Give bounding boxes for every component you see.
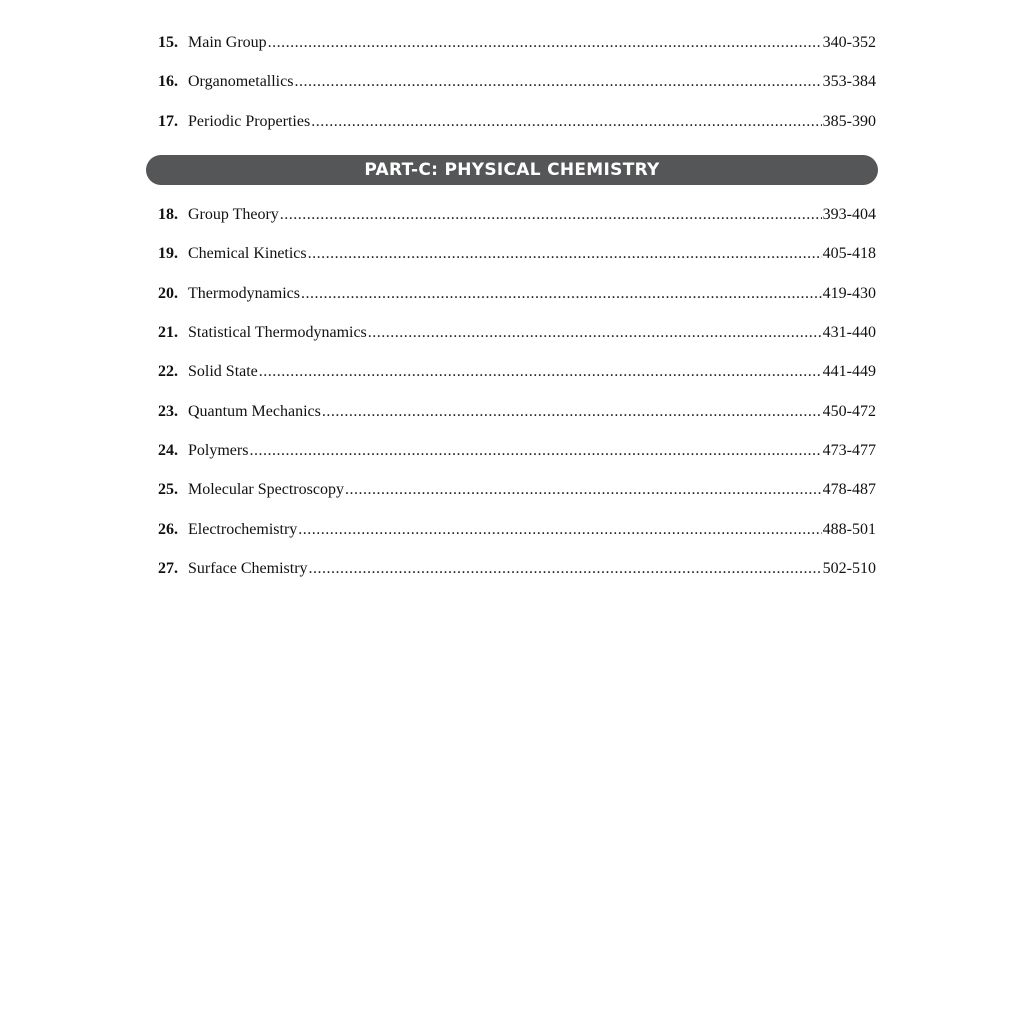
dot-leader [294,70,821,94]
section-header-bar [146,155,878,185]
dot-leader [280,203,822,227]
entry-pages: 441-449 [822,363,876,380]
toc-entry [158,478,876,502]
toc-entry [158,557,876,581]
entry-pages: 431-440 [822,324,876,341]
entry-title: Periodic Properties [188,113,311,130]
entry-title: Solid State [188,363,258,380]
dot-leader [268,31,822,55]
dot-leader [298,518,821,542]
entry-pages: 502-510 [822,560,876,577]
entry-number: 21. [158,324,178,341]
entry-title: Surface Chemistry [188,560,308,577]
entry-number: 24. [158,442,178,459]
entry-title: Quantum Mechanics [188,403,321,420]
entry-number: 20. [158,285,178,302]
entry-number: 16. [158,73,178,90]
entry-title: Organometallics [188,73,294,90]
dot-leader [301,282,822,306]
entry-pages: 473-477 [822,442,876,459]
toc-entry [158,439,876,463]
toc-entry [158,31,876,55]
section-title: PART-C: PHYSICAL CHEMISTRY [364,160,660,180]
entry-number: 27. [158,560,178,577]
dot-leader [309,557,822,581]
entry-pages: 419-430 [822,285,876,302]
entry-title: Thermodynamics [188,285,300,302]
toc-entry [158,70,876,94]
entry-pages: 488-501 [822,521,876,538]
entry-title: Main Group [188,34,267,51]
entry-number: 26. [158,521,178,538]
entry-number: 23. [158,403,178,420]
entry-title: Electrochemistry [188,521,298,538]
entry-title: Group Theory [188,206,279,223]
toc-entry [158,282,876,306]
entry-pages: 405-418 [822,245,876,262]
dot-leader [322,400,822,424]
entry-pages: 478-487 [822,481,876,498]
toc-entry [158,518,876,542]
entry-number: 22. [158,363,178,380]
toc-entry [158,110,876,134]
toc-entry [158,321,876,345]
toc-entry [158,400,876,424]
entry-number: 25. [158,481,178,498]
dot-leader [368,321,822,345]
entry-number: 17. [158,113,178,130]
entry-title: Statistical Thermodynamics [188,324,367,341]
entry-pages: 393-404 [822,206,876,223]
dot-leader [249,439,821,463]
entry-pages: 340-352 [822,34,876,51]
entry-number: 19. [158,245,178,262]
entry-pages: 353-384 [822,73,876,90]
entry-title: Molecular Spectroscopy [188,481,344,498]
dot-leader [308,242,822,266]
toc-entry [158,203,876,227]
entry-pages: 450-472 [822,403,876,420]
entry-pages: 385-390 [822,113,876,130]
dot-leader [311,110,821,134]
entry-title: Chemical Kinetics [188,245,307,262]
dot-leader [345,478,822,502]
dot-leader [259,360,822,384]
entry-number: 15. [158,34,178,51]
entry-title: Polymers [188,442,249,459]
entry-number: 18. [158,206,178,223]
toc-entry [158,242,876,266]
toc-entry [158,360,876,384]
